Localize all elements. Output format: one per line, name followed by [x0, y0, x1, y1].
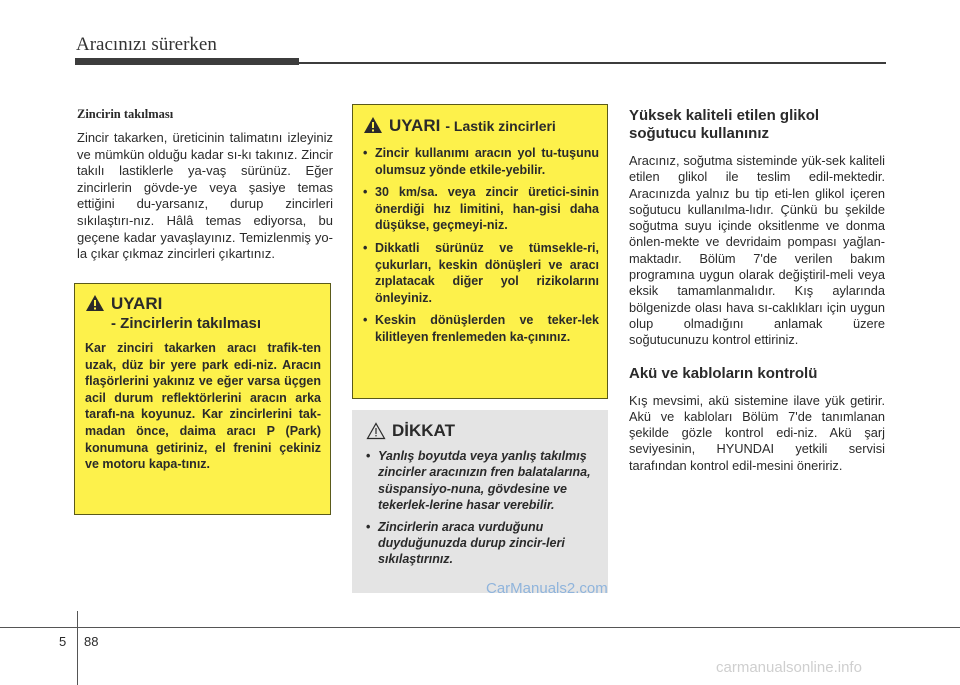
paragraph-chains: Zincir takarken, üreticinin talimatını izleyiniz ve mümkün olduğu kadar sı-kı takınız. Zincir takılı lastiklerle ya-vaş sürünüz. Eğer zincirlerin gövde-ye veya şasiye temas ettiğini du-yarsanız, durup zincirleri sıkılaştırı-nız. Hâlâ temas ediyorsa, bu geçene kadar yavaşlayınız. Temizlenmiş yo-la çıkar çıkmaz zincirleri çıkartınız.: [77, 130, 333, 262]
warning-triangle-icon: [363, 116, 383, 134]
warning-title: [85, 294, 321, 334]
caution-triangle-icon: [366, 422, 386, 440]
warning-label: UYARI: [111, 294, 163, 313]
warning-box-chain-install: [74, 283, 331, 515]
page-header-title: Aracınızı sürerken: [76, 34, 217, 55]
list-item: • Keskin dönüşlerden ve teker-lek kilitleyen frenlemeden ka-çınınız.: [363, 312, 599, 345]
warning-label: UYARI: [389, 116, 441, 135]
warning-subtitle: - Lastik zincirleri: [445, 118, 556, 134]
warning-title: [363, 116, 599, 137]
footer-divider: [77, 611, 78, 685]
section-heading-coolant: Yüksek kaliteli etilen glikol soğutucu kullanınız: [629, 107, 820, 142]
footer-rule: [0, 627, 960, 628]
watermark-carmanuals: CarManuals2.com: [486, 580, 608, 597]
paragraph-battery: Kış mevsimi, akü sistemine ilave yük getirir. Akü ve kabloları Bölüm 7'de tanımlanan şekilde gözle kontrol edi-niz. Akü şarj seviyesinin, HYUNDAI yetkili servisi tarafından kontrol edil-mesini öneririz.: [629, 392, 885, 473]
footer-page-number: 88: [84, 634, 99, 649]
column-right: [629, 107, 885, 474]
column-left: [77, 107, 333, 263]
list-item: • Zincir kullanımı aracın yol tu-tuşunu olumsuz yönde etkile-yebilir.: [363, 145, 599, 178]
warning-list: [363, 145, 599, 346]
caution-title: [366, 421, 600, 441]
section-heading-chains: Zincirin takılması: [77, 107, 174, 121]
warning-box-tire-chains: [352, 104, 608, 399]
header-bar: [75, 58, 299, 65]
warning-body: Kar zinciri takarken aracı trafik-ten uzak, düz bir yere park edi-niz. Aracın flaşörlerini yakınız ve eğer varsa üçgen acil durum reflektörlerini aracın arka tarafı-na koyunuz. Kar zincirlerini tak-madan önce, daima aracı P (Park) konumuna getiriniz, el frenini çekiniz ve motoru kapa-tınız.: [85, 341, 321, 472]
watermark-bottom: carmanualsonline.info: [716, 659, 862, 676]
warning-subtitle: - Zincirlerin takılması: [111, 315, 262, 332]
caution-label: DİKKAT: [392, 421, 455, 440]
list-item: • Yanlış boyutda veya yanlış takılmış zincirler aracınızın fren balatalarına, süspansiyo-nuna, gövdesine ve tekerlek-lerine hasar verebilir.: [366, 448, 600, 514]
caution-box: [352, 410, 608, 593]
section-heading-battery: Akü ve kabloların kontrolü: [629, 364, 818, 382]
paragraph-coolant: Aracınız, soğutma sisteminde yük-sek kaliteli etilen glikol ile teslim edil-mektedir. Aracınızda yalnız bu tip eti-len glikol içeren soğutucu kullanılma-lıdır. Çünkü bu şekilde soğutma suyu içinde oksitlenme ve donma önlen-mekte ve devridaim pompası yağlan-maktadır. Bölüm 7'de verilen bakım programına uygun olarak değiştiril-meli veya eksik tamamlanmalıdır. Kış aylarında bölgenizde olası hava sı-caklıkları için uygun olup olmadığını anlamak üzere soğutucunuzu kontrol ettiriniz.: [629, 153, 885, 348]
list-item: • 30 km/sa. veya zincir üretici-sinin önerdiği hız limitini, han-gisi daha düşükse, geçmeyi-niz.: [363, 184, 599, 234]
warning-triangle-icon: [85, 294, 105, 312]
caution-list: [366, 448, 600, 568]
list-item: • Dikkatli sürünüz ve tümsekle-ri, çukurları, keskin dönüşleri ve aracı zıplatacak diğer yol rizikolarını önleyiniz.: [363, 240, 599, 306]
list-item: • Zincirlerin araca vurduğunu duyduğunuzda durup zincir-leri sıkılaştırınız.: [366, 519, 600, 568]
footer-section-number: 5: [59, 634, 67, 649]
header-rule: [299, 62, 886, 64]
